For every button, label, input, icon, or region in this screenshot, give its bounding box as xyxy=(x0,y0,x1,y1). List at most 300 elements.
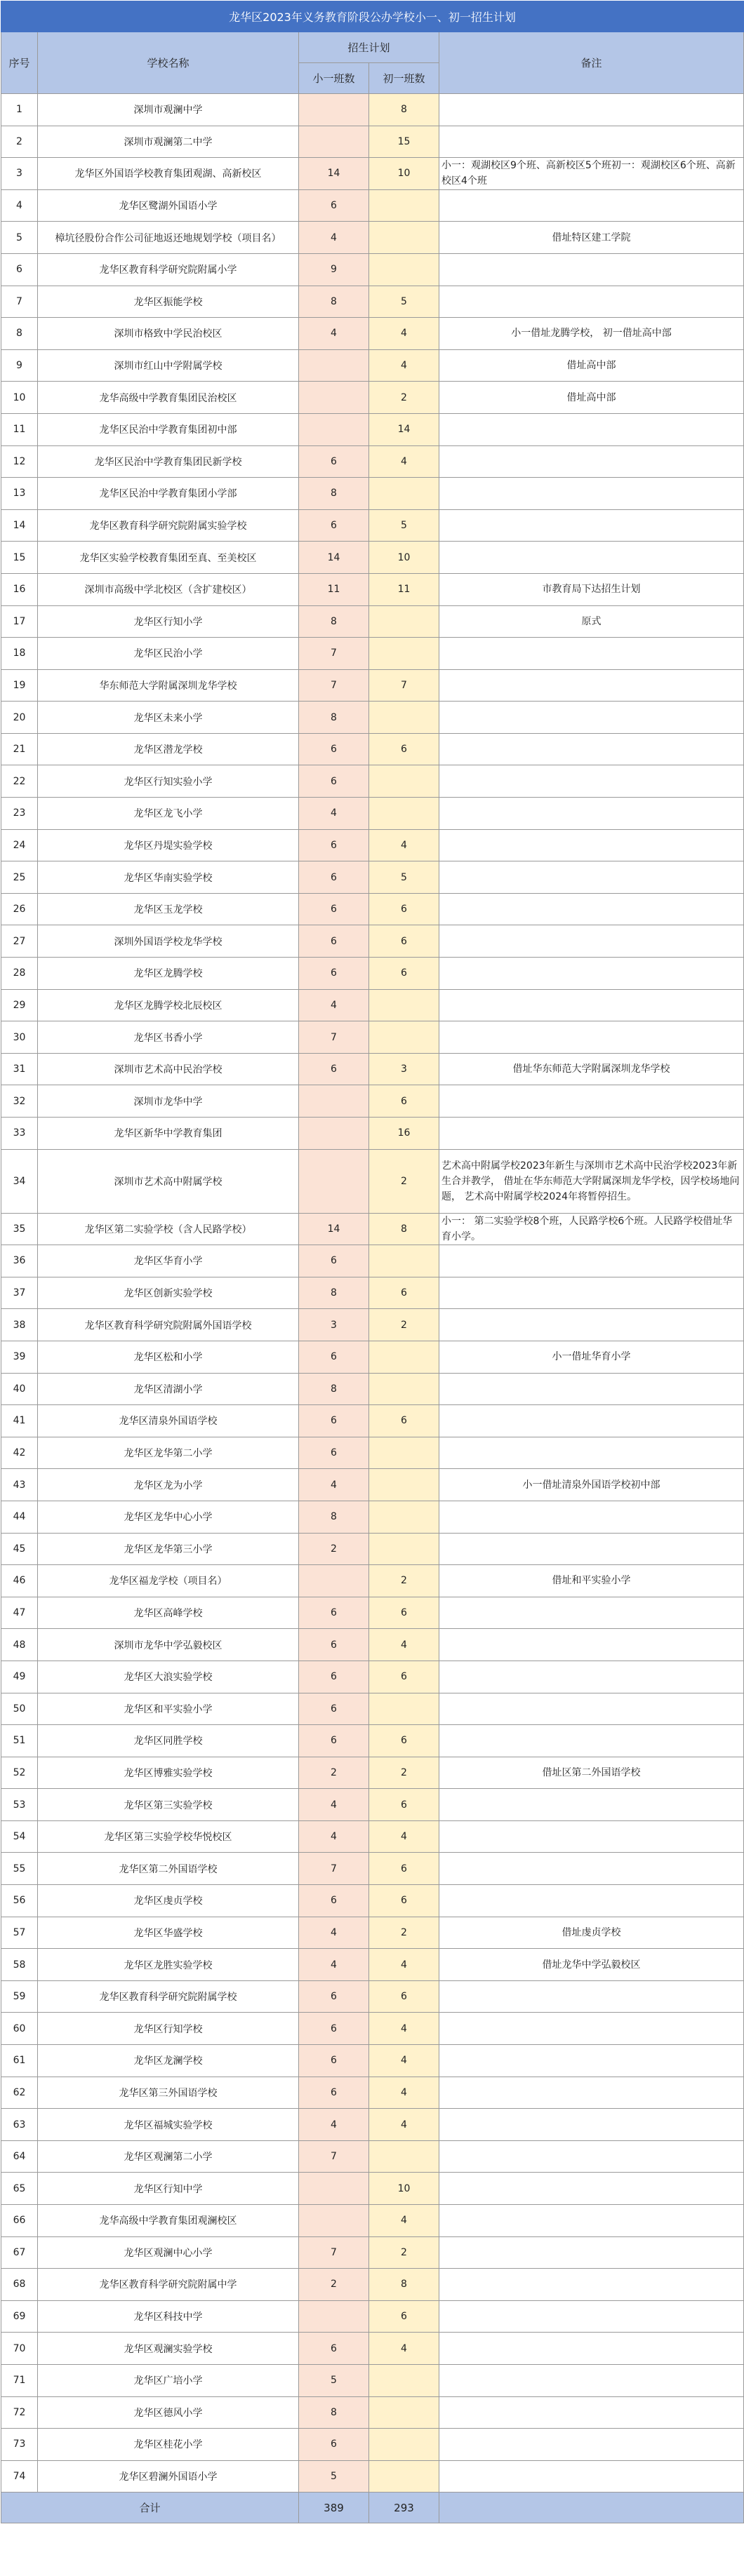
row-grade7-classes: 4 xyxy=(369,445,439,478)
row-note xyxy=(439,2045,744,2077)
row-grade7-classes: 2 xyxy=(369,1917,439,1949)
row-index: 54 xyxy=(1,1820,38,1853)
row-index: 36 xyxy=(1,1245,38,1277)
row-grade7-classes: 6 xyxy=(369,1661,439,1693)
row-note xyxy=(439,2269,744,2301)
row-note xyxy=(439,478,744,510)
row-index: 29 xyxy=(1,989,38,1021)
row-grade7-classes xyxy=(369,1437,439,1469)
row-grade7-classes: 4 xyxy=(369,2013,439,2045)
table-row xyxy=(1,829,744,861)
row-school-name: 龙华区观澜实验学校 xyxy=(38,2333,299,2365)
row-grade7-classes: 10 xyxy=(369,2173,439,2205)
row-school-name: 龙华区丹堤实验学校 xyxy=(38,829,299,861)
row-grade7-classes: 8 xyxy=(369,1213,439,1245)
row-school-name: 龙华区同胜学校 xyxy=(38,1725,299,1757)
row-index: 28 xyxy=(1,958,38,990)
row-note xyxy=(439,1980,744,2013)
row-grade1-classes xyxy=(299,94,369,126)
row-index: 32 xyxy=(1,1085,38,1118)
row-grade1-classes: 4 xyxy=(299,222,369,254)
row-grade1-classes: 8 xyxy=(299,1277,369,1309)
row-index: 26 xyxy=(1,893,38,925)
row-grade7-classes xyxy=(369,605,439,638)
table-row xyxy=(1,349,744,382)
row-note xyxy=(439,2364,744,2396)
row-grade1-classes xyxy=(299,1565,369,1597)
row-index: 62 xyxy=(1,2077,38,2109)
row-grade7-classes xyxy=(369,2140,439,2173)
row-note xyxy=(439,94,744,126)
table-row xyxy=(1,2013,744,2045)
row-grade1-classes: 6 xyxy=(299,1885,369,1917)
row-school-name: 华东师范大学附属深圳龙华学校 xyxy=(38,669,299,702)
row-school-name: 龙华区大浪实验学校 xyxy=(38,1661,299,1693)
row-grade7-classes: 4 xyxy=(369,2077,439,2109)
row-index: 1 xyxy=(1,94,38,126)
row-index: 19 xyxy=(1,669,38,702)
row-note xyxy=(439,1885,744,1917)
row-school-name: 深圳市红山中学附属学校 xyxy=(38,349,299,382)
row-note xyxy=(439,1309,744,1341)
table-row xyxy=(1,1661,744,1693)
header-grade1: 小一班数 xyxy=(299,63,369,94)
table-row xyxy=(1,2173,744,2205)
row-grade7-classes xyxy=(369,2396,439,2429)
row-school-name: 龙华区民治小学 xyxy=(38,638,299,670)
row-note xyxy=(439,1277,744,1309)
table-row xyxy=(1,2333,744,2365)
row-index: 60 xyxy=(1,2013,38,2045)
row-grade7-classes: 4 xyxy=(369,2045,439,2077)
row-note xyxy=(439,542,744,574)
row-note xyxy=(439,861,744,894)
row-school-name: 龙华区广培小学 xyxy=(38,2364,299,2396)
row-grade1-classes: 4 xyxy=(299,989,369,1021)
row-note xyxy=(439,1533,744,1565)
row-index: 65 xyxy=(1,2173,38,2205)
table-row xyxy=(1,573,744,605)
row-school-name: 龙华区福龙学校（项目名） xyxy=(38,1565,299,1597)
row-index: 68 xyxy=(1,2269,38,2301)
row-note xyxy=(439,1693,744,1725)
row-school-name: 深圳市艺术高中附属学校 xyxy=(38,1149,299,1213)
table-row xyxy=(1,478,744,510)
table-row xyxy=(1,1437,744,1469)
row-grade7-classes: 8 xyxy=(369,2269,439,2301)
row-note xyxy=(439,765,744,798)
row-school-name: 龙华区第三实验学校 xyxy=(38,1789,299,1821)
row-note: 市教育局下达招生计划 xyxy=(439,573,744,605)
row-grade1-classes: 6 xyxy=(299,2333,369,2365)
row-index: 23 xyxy=(1,798,38,830)
row-index: 53 xyxy=(1,1789,38,1821)
row-grade1-classes: 8 xyxy=(299,286,369,318)
row-school-name: 龙华区福城实验学校 xyxy=(38,2109,299,2141)
table-row xyxy=(1,2364,744,2396)
row-note xyxy=(439,669,744,702)
header-grade7: 初一班数 xyxy=(369,63,439,94)
row-grade1-classes: 6 xyxy=(299,1245,369,1277)
row-grade1-classes: 6 xyxy=(299,1405,369,1437)
row-grade1-classes: 6 xyxy=(299,958,369,990)
row-grade1-classes: 14 xyxy=(299,158,369,190)
table-row xyxy=(1,253,744,286)
row-grade1-classes xyxy=(299,126,369,158)
row-grade1-classes: 8 xyxy=(299,478,369,510)
row-grade1-classes: 11 xyxy=(299,573,369,605)
row-grade7-classes xyxy=(369,1469,439,1501)
row-grade7-classes xyxy=(369,2460,439,2493)
row-index: 59 xyxy=(1,1980,38,2013)
row-note xyxy=(439,702,744,734)
row-grade1-classes xyxy=(299,349,369,382)
row-school-name: 龙华区华南实验学校 xyxy=(38,861,299,894)
row-note: 小一：观湖校区9个班、高新校区5个班初一：观湖校区6个班、高新校区4个班 xyxy=(439,158,744,190)
row-school-name: 龙华区教育科学研究院附属中学 xyxy=(38,2269,299,2301)
title-row xyxy=(1,1,744,32)
row-school-name: 龙华区玉龙学校 xyxy=(38,893,299,925)
row-grade7-classes: 6 xyxy=(369,1885,439,1917)
row-index: 66 xyxy=(1,2205,38,2237)
row-school-name: 龙华区教育科学研究院附属小学 xyxy=(38,253,299,286)
row-school-name: 龙华区德风小学 xyxy=(38,2396,299,2429)
row-index: 30 xyxy=(1,1021,38,1054)
row-index: 37 xyxy=(1,1277,38,1309)
row-index: 13 xyxy=(1,478,38,510)
row-note xyxy=(439,1373,744,1405)
row-grade7-classes xyxy=(369,1341,439,1373)
row-index: 45 xyxy=(1,1533,38,1565)
row-grade1-classes: 14 xyxy=(299,542,369,574)
row-grade1-classes: 6 xyxy=(299,1341,369,1373)
row-school-name: 龙华区创新实验学校 xyxy=(38,1277,299,1309)
table-row xyxy=(1,2077,744,2109)
row-grade7-classes: 3 xyxy=(369,1053,439,1085)
row-note: 小一借址清泉外国语学校初中部 xyxy=(439,1469,744,1501)
row-grade7-classes xyxy=(369,765,439,798)
table-row xyxy=(1,126,744,158)
row-index: 57 xyxy=(1,1917,38,1949)
row-grade7-classes: 4 xyxy=(369,349,439,382)
row-note: 艺术高中附属学校2023年新生与深圳市艺术高中民治学校2023年新生合并教学， 借址在华东师范大学附属深圳龙华学校，因学校场地问题， 艺术高中附属学校2024年将暂停招生。 xyxy=(439,1149,744,1213)
row-grade1-classes: 7 xyxy=(299,669,369,702)
table-row xyxy=(1,2236,744,2269)
table-row xyxy=(1,2109,744,2141)
row-grade1-classes: 6 xyxy=(299,1629,369,1661)
table-row xyxy=(1,509,744,542)
table-row xyxy=(1,1309,744,1341)
row-note xyxy=(439,189,744,222)
row-note xyxy=(439,1629,744,1661)
table-row xyxy=(1,1245,744,1277)
row-school-name: 龙华区行知小学 xyxy=(38,605,299,638)
row-index: 18 xyxy=(1,638,38,670)
row-school-name: 龙华区行知中学 xyxy=(38,2173,299,2205)
row-school-name: 龙华区虔贞学校 xyxy=(38,1885,299,1917)
table-row xyxy=(1,1789,744,1821)
row-grade7-classes: 4 xyxy=(369,829,439,861)
row-note: 借址和平实验小学 xyxy=(439,1565,744,1597)
row-grade1-classes: 7 xyxy=(299,1853,369,1885)
table-row xyxy=(1,2269,744,2301)
row-school-name: 龙华区未来小学 xyxy=(38,702,299,734)
row-grade1-classes: 9 xyxy=(299,253,369,286)
row-grade7-classes: 4 xyxy=(369,2333,439,2365)
row-grade7-classes xyxy=(369,1373,439,1405)
row-grade7-classes: 4 xyxy=(369,318,439,350)
row-note xyxy=(439,1437,744,1469)
row-grade7-classes: 6 xyxy=(369,2300,439,2333)
row-school-name: 龙华区科技中学 xyxy=(38,2300,299,2333)
row-school-name: 龙华区桂花小学 xyxy=(38,2429,299,2461)
row-school-name: 龙华区民治中学教育集团初中部 xyxy=(38,413,299,445)
row-index: 14 xyxy=(1,509,38,542)
row-grade1-classes: 6 xyxy=(299,733,369,765)
row-note xyxy=(439,509,744,542)
total-note xyxy=(439,2493,744,2523)
row-grade7-classes xyxy=(369,702,439,734)
row-note: 借址龙华中学弘毅校区 xyxy=(439,1949,744,1981)
row-grade1-classes: 8 xyxy=(299,1501,369,1533)
row-grade1-classes: 8 xyxy=(299,605,369,638)
row-note xyxy=(439,126,744,158)
row-grade1-classes: 4 xyxy=(299,1789,369,1821)
row-grade1-classes: 6 xyxy=(299,893,369,925)
row-school-name: 龙华区潜龙学校 xyxy=(38,733,299,765)
row-grade1-classes: 7 xyxy=(299,2140,369,2173)
row-school-name: 龙华区龙澜学校 xyxy=(38,2045,299,2077)
row-school-name: 龙华区观澜第二小学 xyxy=(38,2140,299,2173)
row-grade1-classes xyxy=(299,1149,369,1213)
row-index: 50 xyxy=(1,1693,38,1725)
row-grade1-classes: 6 xyxy=(299,445,369,478)
row-grade7-classes: 5 xyxy=(369,861,439,894)
table-row xyxy=(1,669,744,702)
row-index: 24 xyxy=(1,829,38,861)
row-grade1-classes: 4 xyxy=(299,1917,369,1949)
enrollment-table xyxy=(1,1,744,2523)
row-grade1-classes xyxy=(299,413,369,445)
table-row xyxy=(1,989,744,1021)
row-grade1-classes: 6 xyxy=(299,1597,369,1629)
row-school-name: 龙华区观澜中心小学 xyxy=(38,2236,299,2269)
row-school-name: 龙华区龙飞小学 xyxy=(38,798,299,830)
table-row xyxy=(1,382,744,414)
table-row xyxy=(1,1725,744,1757)
row-grade1-classes: 2 xyxy=(299,1533,369,1565)
table-row xyxy=(1,798,744,830)
row-index: 17 xyxy=(1,605,38,638)
row-note xyxy=(439,733,744,765)
table-row xyxy=(1,638,744,670)
row-grade1-classes: 5 xyxy=(299,2460,369,2493)
row-note xyxy=(439,1789,744,1821)
row-grade7-classes: 6 xyxy=(369,1085,439,1118)
row-grade1-classes: 2 xyxy=(299,1757,369,1789)
row-grade7-classes: 6 xyxy=(369,1853,439,1885)
row-index: 31 xyxy=(1,1053,38,1085)
row-note: 借址高中部 xyxy=(439,349,744,382)
row-grade1-classes: 6 xyxy=(299,2077,369,2109)
table-row xyxy=(1,189,744,222)
row-school-name: 龙华区第二外国语学校 xyxy=(38,1853,299,1885)
row-grade7-classes xyxy=(369,2429,439,2461)
row-index: 47 xyxy=(1,1597,38,1629)
row-grade1-classes: 4 xyxy=(299,2109,369,2141)
table-row xyxy=(1,1693,744,1725)
row-grade7-classes: 4 xyxy=(369,1820,439,1853)
row-index: 15 xyxy=(1,542,38,574)
row-note: 借址区第二外国语学校 xyxy=(439,1757,744,1789)
table-row xyxy=(1,1118,744,1150)
row-grade7-classes xyxy=(369,189,439,222)
row-index: 67 xyxy=(1,2236,38,2269)
row-grade1-classes: 4 xyxy=(299,798,369,830)
row-index: 40 xyxy=(1,1373,38,1405)
row-school-name: 深圳市艺术高中民治学校 xyxy=(38,1053,299,1085)
table-row xyxy=(1,2300,744,2333)
row-school-name: 深圳市高级中学北校区（含扩建校区） xyxy=(38,573,299,605)
row-grade7-classes: 6 xyxy=(369,1725,439,1757)
row-school-name: 龙华区华盛学校 xyxy=(38,1917,299,1949)
row-index: 2 xyxy=(1,126,38,158)
table-row xyxy=(1,1053,744,1085)
row-note xyxy=(439,2140,744,2173)
row-school-name: 深圳市龙华中学 xyxy=(38,1085,299,1118)
row-note xyxy=(439,1501,744,1533)
row-grade7-classes: 6 xyxy=(369,893,439,925)
table-row xyxy=(1,1853,744,1885)
row-note: 借址华东师范大学附属深圳龙华学校 xyxy=(439,1053,744,1085)
row-note xyxy=(439,2109,744,2141)
row-note: 借址高中部 xyxy=(439,382,744,414)
table-row xyxy=(1,94,744,126)
row-note xyxy=(439,286,744,318)
table-row xyxy=(1,1469,744,1501)
row-school-name: 龙华区第三外国语学校 xyxy=(38,2077,299,2109)
table-row xyxy=(1,1565,744,1597)
row-school-name: 龙华区书香小学 xyxy=(38,1021,299,1054)
row-school-name: 龙华区行知实验小学 xyxy=(38,765,299,798)
row-grade7-classes: 6 xyxy=(369,958,439,990)
row-index: 41 xyxy=(1,1405,38,1437)
row-note: 小一借址龙腾学校， 初一借址高中部 xyxy=(439,318,744,350)
row-grade7-classes: 15 xyxy=(369,126,439,158)
row-index: 44 xyxy=(1,1501,38,1533)
row-index: 8 xyxy=(1,318,38,350)
row-grade7-classes: 6 xyxy=(369,1789,439,1821)
table-row xyxy=(1,1085,744,1118)
row-note xyxy=(439,1597,744,1629)
table-row xyxy=(1,1917,744,1949)
row-grade1-classes xyxy=(299,382,369,414)
row-grade1-classes: 6 xyxy=(299,509,369,542)
row-school-name: 深圳市观澜第二中学 xyxy=(38,126,299,158)
row-index: 35 xyxy=(1,1213,38,1245)
row-grade1-classes: 6 xyxy=(299,765,369,798)
row-note: 原式 xyxy=(439,605,744,638)
table-row xyxy=(1,702,744,734)
table-row xyxy=(1,286,744,318)
row-grade1-classes xyxy=(299,1118,369,1150)
row-index: 49 xyxy=(1,1661,38,1693)
row-grade7-classes xyxy=(369,1501,439,1533)
row-school-name: 龙华区第二实验学校（含人民路学校） xyxy=(38,1213,299,1245)
header-school: 学校名称 xyxy=(38,32,299,94)
row-grade7-classes: 2 xyxy=(369,1309,439,1341)
row-note xyxy=(439,253,744,286)
row-note: 借址特区建工学院 xyxy=(439,222,744,254)
row-note xyxy=(439,2396,744,2429)
row-grade1-classes: 3 xyxy=(299,1309,369,1341)
row-note xyxy=(439,989,744,1021)
row-school-name: 龙华高级中学教育集团民治校区 xyxy=(38,382,299,414)
row-grade7-classes xyxy=(369,1245,439,1277)
row-school-name: 龙华区龙为小学 xyxy=(38,1469,299,1501)
row-school-name: 龙华区新华中学教育集团 xyxy=(38,1118,299,1150)
row-index: 39 xyxy=(1,1341,38,1373)
row-note xyxy=(439,413,744,445)
total-grade7: 293 xyxy=(369,2493,439,2523)
row-school-name: 深圳市龙华中学弘毅校区 xyxy=(38,1629,299,1661)
table-row xyxy=(1,445,744,478)
table-row xyxy=(1,1757,744,1789)
row-school-name: 龙华区龙腾学校 xyxy=(38,958,299,990)
row-grade7-classes xyxy=(369,253,439,286)
row-grade1-classes: 8 xyxy=(299,702,369,734)
row-grade1-classes: 7 xyxy=(299,638,369,670)
row-note xyxy=(439,1853,744,1885)
row-index: 69 xyxy=(1,2300,38,2333)
row-school-name: 龙华区清泉外国语学校 xyxy=(38,1405,299,1437)
row-grade7-classes: 4 xyxy=(369,2109,439,2141)
row-grade7-classes xyxy=(369,638,439,670)
row-index: 21 xyxy=(1,733,38,765)
table-row xyxy=(1,861,744,894)
row-grade1-classes: 4 xyxy=(299,1949,369,1981)
row-grade7-classes xyxy=(369,1693,439,1725)
table-row xyxy=(1,158,744,190)
row-index: 56 xyxy=(1,1885,38,1917)
table-row xyxy=(1,1341,744,1373)
table-row xyxy=(1,1629,744,1661)
row-school-name: 龙华区鹭湖外国语小学 xyxy=(38,189,299,222)
row-grade1-classes: 2 xyxy=(299,2269,369,2301)
row-note xyxy=(439,2236,744,2269)
row-grade7-classes: 16 xyxy=(369,1118,439,1150)
row-index: 70 xyxy=(1,2333,38,2365)
row-note xyxy=(439,958,744,990)
row-index: 27 xyxy=(1,925,38,958)
table-row xyxy=(1,1533,744,1565)
row-grade1-classes: 6 xyxy=(299,1053,369,1085)
table-row xyxy=(1,765,744,798)
row-grade7-classes xyxy=(369,1533,439,1565)
row-school-name: 龙华区民治中学教育集团小学部 xyxy=(38,478,299,510)
table-row xyxy=(1,542,744,574)
row-grade7-classes: 10 xyxy=(369,542,439,574)
row-school-name: 龙华区和平实验小学 xyxy=(38,1693,299,1725)
total-row xyxy=(1,2493,744,2523)
row-grade7-classes: 2 xyxy=(369,2236,439,2269)
row-grade7-classes xyxy=(369,989,439,1021)
row-school-name: 深圳市观澜中学 xyxy=(38,94,299,126)
row-grade1-classes: 6 xyxy=(299,1725,369,1757)
row-school-name: 龙华区教育科学研究院附属实验学校 xyxy=(38,509,299,542)
table-row xyxy=(1,1277,744,1309)
row-grade7-classes xyxy=(369,1021,439,1054)
